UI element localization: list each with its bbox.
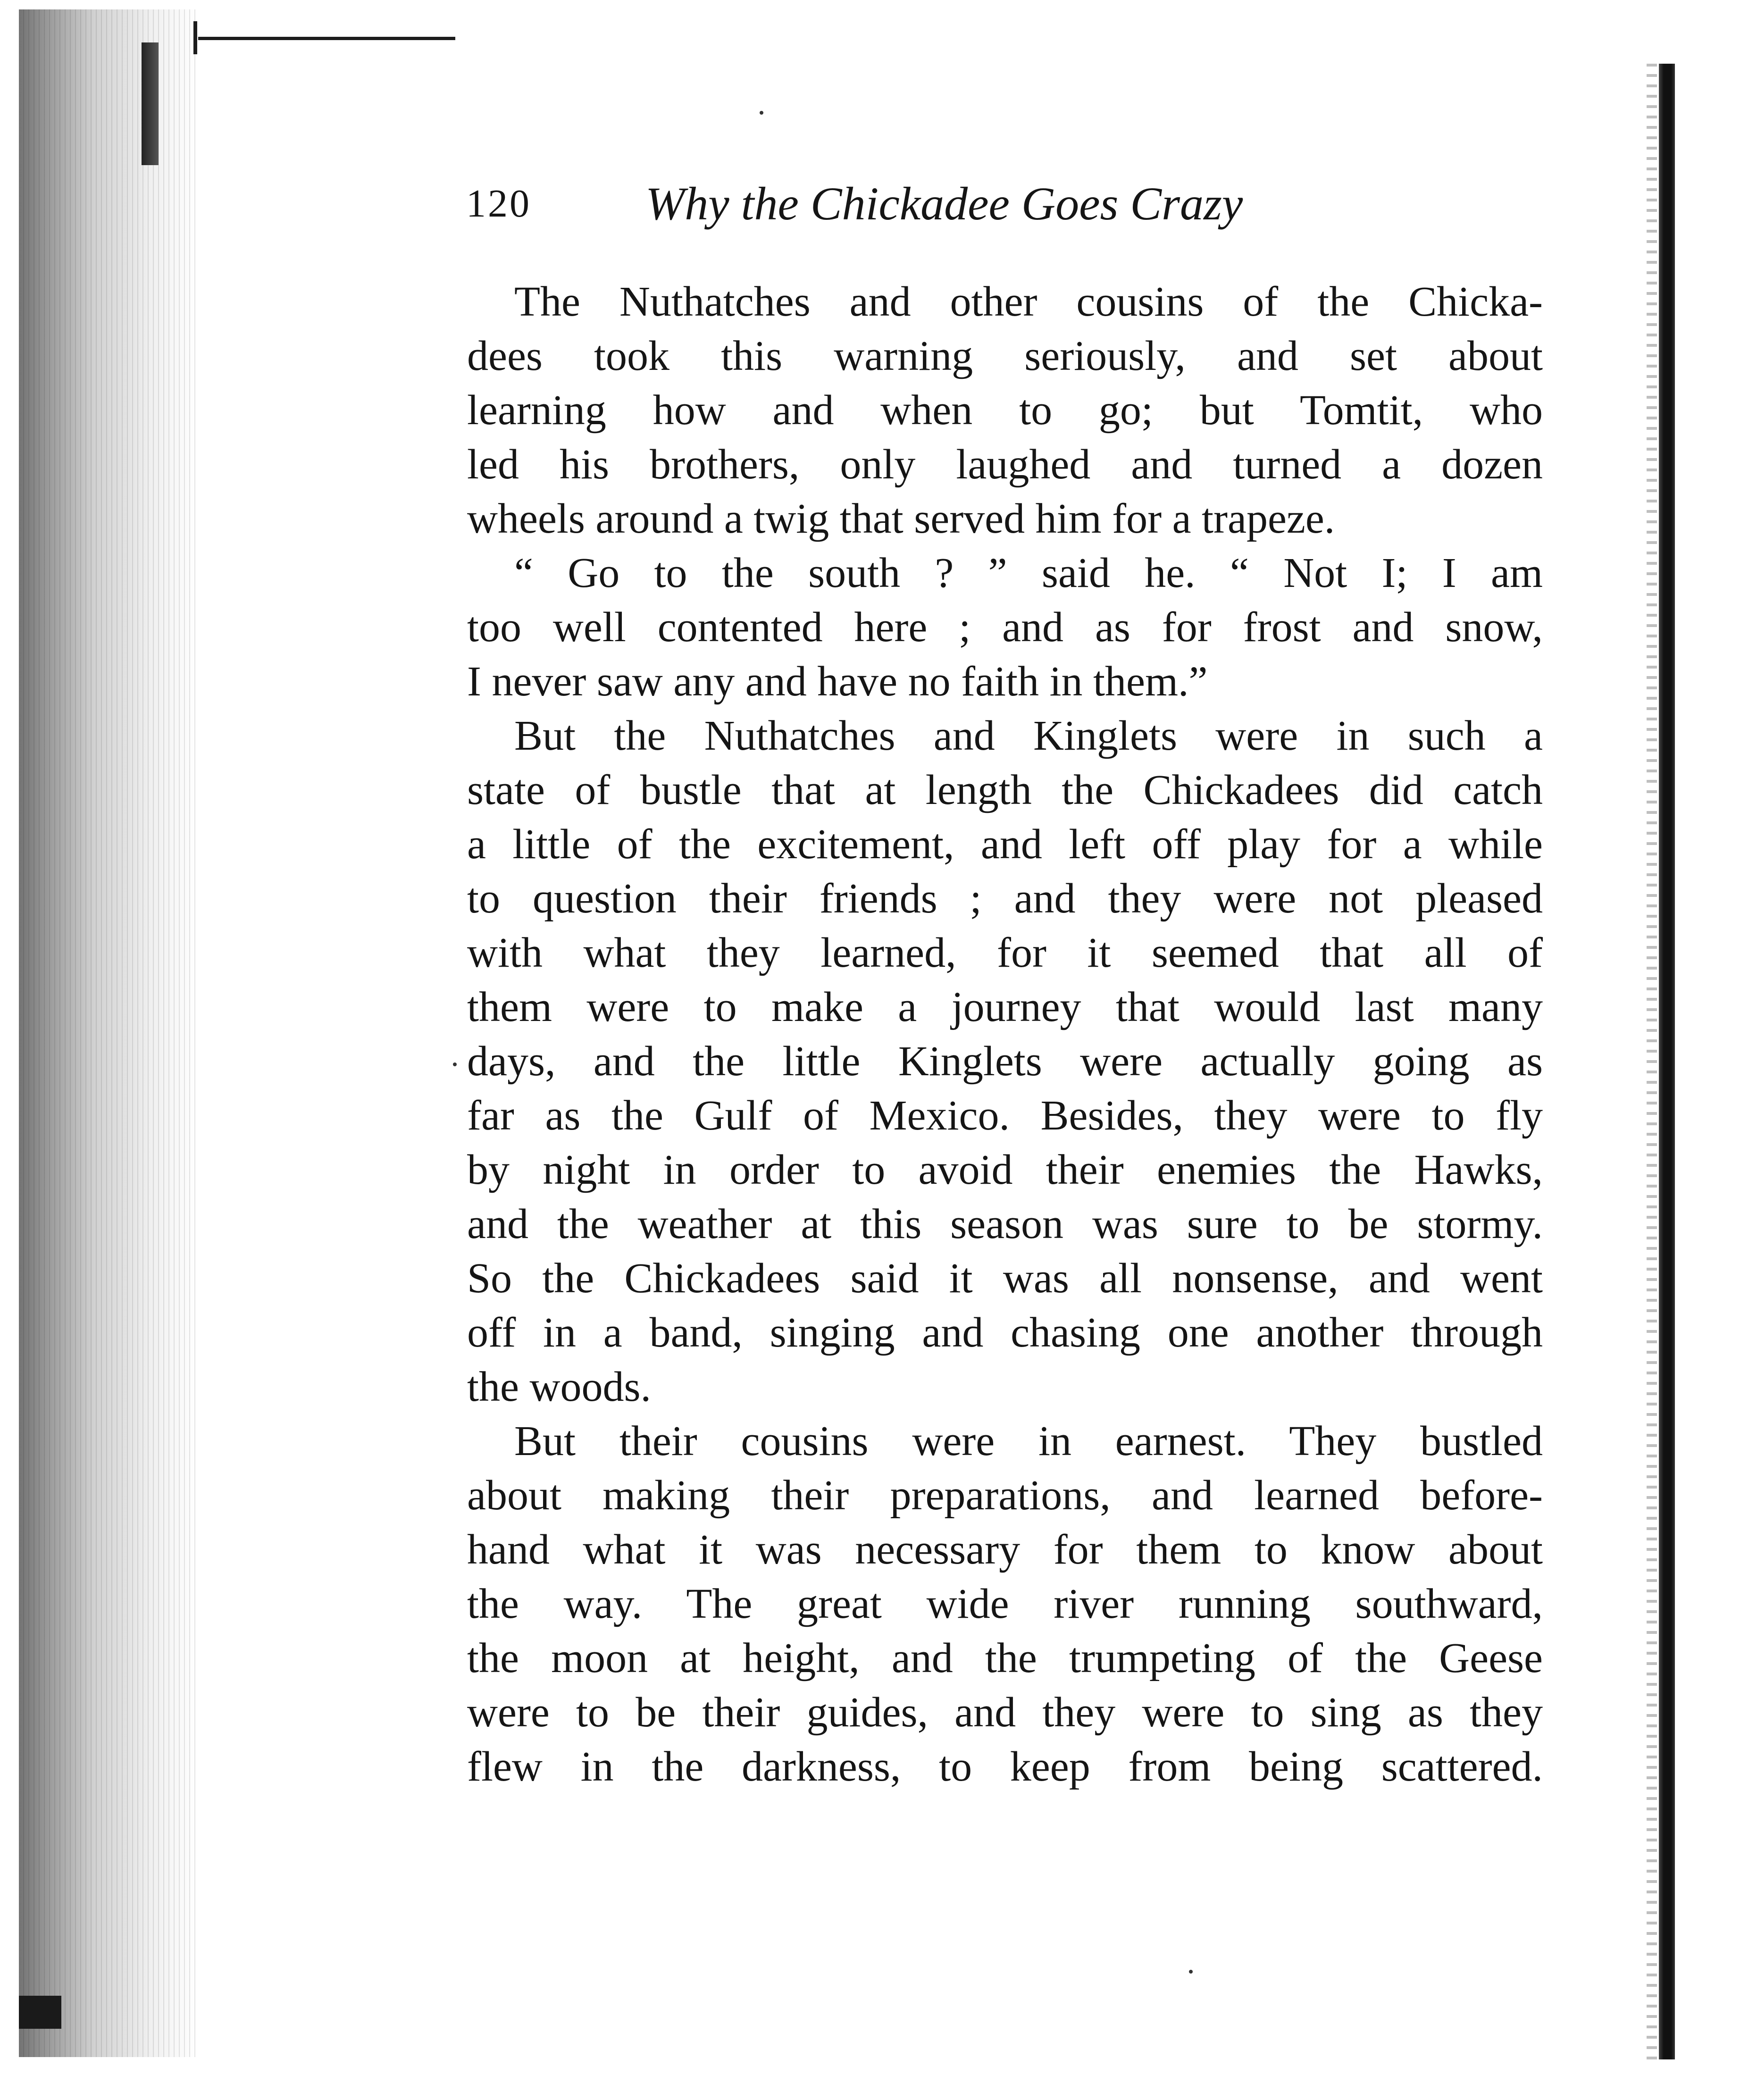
text-line: off in a band, singing and chasing one another through bbox=[467, 1309, 1543, 1356]
chapter-title: Why the Chickadee Goes Crazy bbox=[645, 177, 1243, 230]
scan-speck bbox=[1189, 1970, 1193, 1974]
text-line: by night in order to avoid their enemies the Hawks, bbox=[467, 1146, 1543, 1193]
scan-speck bbox=[453, 1063, 457, 1066]
text-line: with what they learned, for it seemed that all of bbox=[467, 929, 1543, 976]
text-line: dees took this warning seriously, and set about bbox=[467, 333, 1543, 379]
running-head bbox=[466, 170, 1457, 236]
text-line: wheels around a twig that served him for a trapeze. bbox=[467, 495, 1335, 542]
text-line: So the Chickadees said it was all nonsense, and went bbox=[467, 1255, 1543, 1302]
page-edge-shadow bbox=[1647, 64, 1657, 2059]
text-line: too well contented here ; and as for frost and snow, bbox=[467, 604, 1543, 651]
text-line: the woods. bbox=[467, 1364, 651, 1410]
scan-edge-tick bbox=[193, 21, 197, 54]
page-edge-bar bbox=[1659, 64, 1675, 2059]
binding-shadow bbox=[19, 9, 198, 2057]
text-line: I never saw any and have no faith in them.” bbox=[467, 658, 1208, 705]
binding-shadow-top bbox=[142, 42, 159, 165]
text-line: far as the Gulf of Mexico. Besides, they were to fly bbox=[467, 1092, 1543, 1139]
text-line: the way. The great wide river running southward, bbox=[467, 1581, 1543, 1627]
text-line: them were to make a journey that would last many bbox=[467, 984, 1543, 1030]
scan-speck bbox=[760, 111, 763, 115]
text-line: a little of the excitement, and left off play for a while bbox=[467, 821, 1543, 868]
page-number: 120 bbox=[466, 182, 531, 226]
text-line: the moon at height, and the trumpeting of the Geese bbox=[467, 1635, 1543, 1682]
text-line: led his brothers, only laughed and turned a dozen bbox=[467, 441, 1543, 488]
text-line: to question their friends ; and they were not pleased bbox=[467, 875, 1543, 922]
text-line: and the weather at this season was sure to be stormy. bbox=[467, 1201, 1543, 1247]
text-line: But the Nuthatches and Kinglets were in such a bbox=[514, 712, 1543, 759]
scan-edge-rule bbox=[198, 37, 455, 40]
text-line: “ Go to the south ? ” said he. “ Not I; I am bbox=[514, 550, 1543, 596]
text-line: state of bustle that at length the Chickadees did catch bbox=[467, 767, 1543, 813]
text-line: learning how and when to go; but Tomtit, who bbox=[467, 387, 1543, 434]
text-line: about making their preparations, and learned before- bbox=[467, 1472, 1543, 1519]
body-text bbox=[467, 275, 1543, 1794]
text-line: hand what it was necessary for them to know about bbox=[467, 1526, 1543, 1573]
text-line: But their cousins were in earnest. They bustled bbox=[514, 1418, 1543, 1464]
text-line: days, and the little Kinglets were actually going as bbox=[467, 1038, 1543, 1085]
text-line: flew in the darkness, to keep from being scattered. bbox=[467, 1743, 1543, 1790]
text-line: were to be their guides, and they were to sing as they bbox=[467, 1689, 1543, 1736]
binding-shadow-bottom bbox=[19, 1996, 61, 2029]
text-line: The Nuthatches and other cousins of the Chicka- bbox=[514, 278, 1543, 325]
